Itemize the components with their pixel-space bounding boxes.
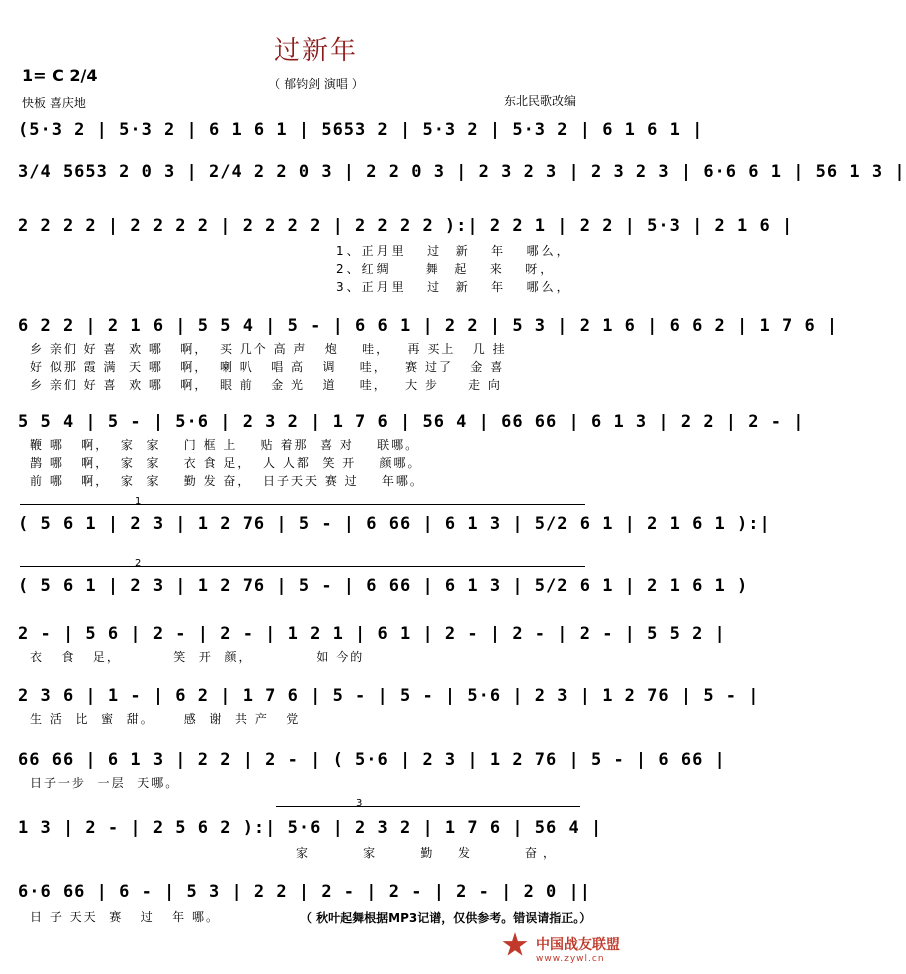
notation-line: 6 2 2 | 2 1 6 | 5 5 4 | 5 - | 6 6 1 | 2 2 | 5 3 | 2 1 6 | 6 6 2 | 1 7 6 |: [18, 316, 839, 336]
watermark-logo: [500, 930, 632, 974]
song-title: 过新年: [273, 36, 358, 66]
lyric-line: 生 活 比 蜜 甜。 感 谢 共 产 党: [30, 712, 301, 726]
volta-number: 2: [135, 558, 142, 569]
notation-line: 3/4 5653 2 0 3 | 2/4 2 2 0 3 | 2 2 0 3 | 2 3 2 3 | 2 3 2 3 | 6·6 6 1 | 56 1 3 |: [18, 162, 906, 182]
volta-number: 1: [135, 496, 142, 507]
notation-line: 1 3 | 2 - | 2 5 6 2 ):| 5·6 | 2 3 2 | 1 7 6 | 56 4 |: [18, 818, 603, 838]
notation-line: ( 5 6 1 | 2 3 | 1 2 76 | 5 - | 6 66 | 6 1 3 | 5/2 6 1 | 2 1 6 1 ): [18, 576, 749, 596]
verse-line: 1、正月里 过 新 年 哪么，: [336, 244, 572, 258]
watermark-url: www.zywl.cn: [536, 954, 605, 964]
key-signature: 1= C 2/4: [22, 66, 98, 85]
lyric-line: 前 哪 啊， 家 家 勤 发 奋， 日子天天 赛 过 年哪。: [30, 474, 424, 488]
singer-credit: （ 郁钧剑 演唱 ）: [268, 77, 364, 91]
notation-line: 2 - | 5 6 | 2 - | 2 - | 1 2 1 | 6 1 | 2 - | 2 - | 2 - | 5 5 2 |: [18, 624, 726, 644]
volta-number: 3: [356, 798, 363, 809]
notation-line: 66 66 | 6 1 3 | 2 2 | 2 - | ( 5·6 | 2 3 | 1 2 76 | 5 - | 6 66 |: [18, 750, 726, 770]
volta-bracket: [20, 566, 585, 567]
verse-line: 家 家 勤 发 奋，: [296, 846, 562, 860]
arranger-credit: 东北民歌改编: [503, 94, 576, 108]
lyric-line: 衣 食 足， 笑 开 颜， 如 今的: [30, 650, 365, 664]
volta-bracket: [20, 504, 585, 505]
notation-line: ( 5 6 1 | 2 3 | 1 2 76 | 5 - | 6 66 | 6 1 3 | 5/2 6 1 | 2 1 6 1 ):|: [18, 514, 771, 534]
verse-line: 3、正月里 过 新 年 哪么，: [336, 280, 572, 294]
watermark-name: 中国战友联盟: [536, 937, 620, 953]
notation-line: 5 5 4 | 5 - | 5·6 | 2 3 2 | 1 7 6 | 56 4 | 66 66 | 6 1 3 | 2 2 | 2 - |: [18, 412, 805, 432]
verse-line: 2、红绸 舞 起 来 呀，: [336, 262, 556, 276]
lyric-line: 乡 亲们 好 喜 欢 哪 啊， 买 几个 高 声 炮 哇， 再 买上 几 挂: [30, 342, 507, 356]
lyric-line: 乡 亲们 好 喜 欢 哪 啊， 眼 前 金 光 道 哇， 大 步 走 向: [30, 378, 502, 392]
star-icon: [502, 932, 528, 958]
lyric-line: 鹊 哪 啊， 家 家 衣 食 足， 人 人都 笑 开 颜哪。: [30, 456, 422, 470]
notation-line: 6·6 66 | 6 - | 5 3 | 2 2 | 2 - | 2 - | 2 - | 2 0 ||: [18, 882, 591, 902]
lyric-line: 鞭 哪 啊， 家 家 门 框 上 贴 着那 喜 对 联哪。: [30, 438, 420, 452]
notation-line: 2 3 6 | 1 - | 6 2 | 1 7 6 | 5 - | 5 - | 5·6 | 2 3 | 1 2 76 | 5 - |: [18, 686, 760, 706]
notation-line: 2 2 2 2 | 2 2 2 2 | 2 2 2 2 | 2 2 2 2 ):| 2 2 1 | 2 2 | 5·3 | 2 1 6 |: [18, 216, 794, 236]
tempo-marking: 快板 喜庆地: [22, 96, 86, 110]
notation-line: (5·3 2 | 5·3 2 | 6 1 6 1 | 5653 2 | 5·3 2 | 5·3 2 | 6 1 6 1 |: [18, 120, 704, 140]
lyric-line: 日子一步 一层 天哪。: [30, 776, 180, 790]
lyric-line: 日 子 天天 赛 过 年 哪。: [30, 910, 220, 924]
volta-bracket: [276, 806, 580, 807]
lyric-line: 好 似那 霞 满 天 哪 啊， 喇 叭 唱 高 调 哇， 赛 过了 金 喜: [30, 360, 505, 374]
transcription-note: （ 秋叶起舞根据MP3记谱，仅供参考。错误请指正。）: [300, 911, 592, 925]
